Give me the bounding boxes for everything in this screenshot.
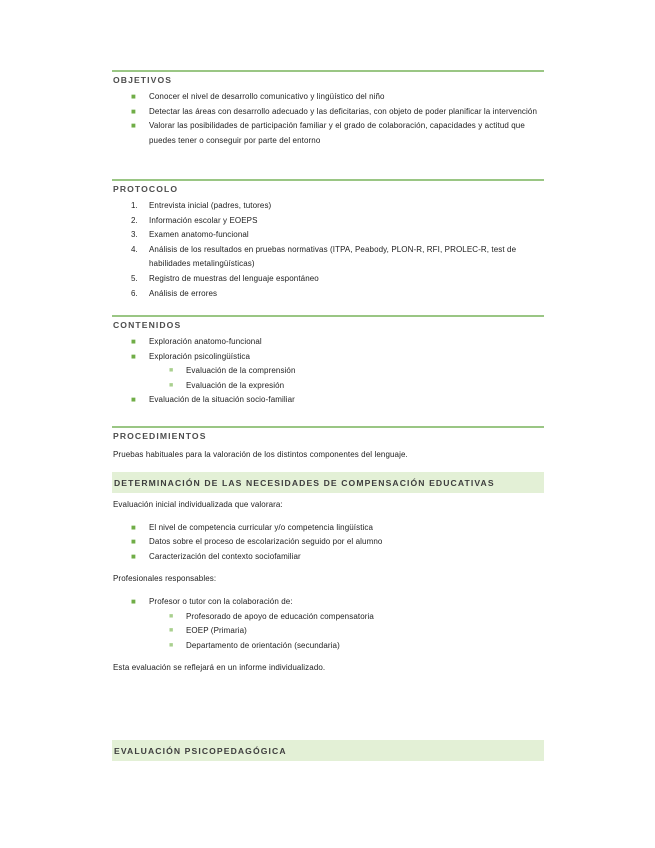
list-item: ■ Valorar las posibilidades de participación familiar y el grado de colaboración, capacidades y actitud que puedes tener o conseguir por parte del entorno: [131, 121, 525, 145]
sub-list-item: ■ Departamento de orientación (secundaria): [112, 639, 544, 654]
section-heading: EVALUACIÓN PSICOPEDAGÓGICA: [112, 740, 544, 761]
section-evaluacion: [112, 740, 544, 761]
bullet-icon: ■: [131, 596, 136, 606]
sub-bullet-icon: ■: [169, 381, 174, 389]
list-item: ■ Evaluación de la situación socio-familiar: [112, 393, 544, 408]
list-item: ■ Caracterización del contexto sociofamiliar: [112, 550, 544, 565]
sub-list-item: ■ Profesorado de apoyo de educación compensatoria: [112, 610, 544, 625]
section-heading: OBJETIVOS: [112, 70, 544, 88]
bullet-icon: ■: [131, 121, 136, 131]
section-objetivos: [112, 70, 544, 148]
determinacion-intro: Evaluación inicial individualizada que valorara:: [113, 500, 283, 509]
sub-bullet-icon: ■: [169, 641, 174, 649]
responsables-label: Profesionales responsables:: [113, 574, 217, 584]
list-item: 4. Análisis de los resultados en pruebas normativas (ITPA, Peabody, PLON-R, RFI, PROLEC-R, test de habilidades metalingüísticas): [131, 244, 517, 269]
bullet-icon: ■: [131, 92, 136, 101]
list-item: 6. Análisis de errores: [131, 288, 218, 298]
bullet-icon: ■: [131, 337, 136, 346]
section-determinacion: [112, 472, 544, 676]
list-item: 1. Entrevista inicial (padres, tutores): [131, 201, 272, 210]
responsables-list: [112, 595, 544, 653]
list-item: ■ Detectar las áreas con desarrollo adecuado y las deficitarias, con objeto de poder planificar la intervención: [112, 105, 544, 120]
list-item: ■ Conocer el nivel de desarrollo comunicativo y lingüístico del niño: [112, 90, 544, 105]
section-heading: CONTENIDOS: [112, 315, 544, 333]
list-item: ■ Profesor o tutor con la colaboración de:: [112, 595, 544, 610]
contenidos-list: [112, 335, 544, 408]
sub-list-item: ■ Evaluación de la expresión: [112, 379, 544, 394]
determinacion-list: [112, 521, 544, 565]
bullet-icon: ■: [131, 537, 136, 547]
section-heading: PROTOCOLO: [112, 179, 544, 197]
list-item: ■ Datos sobre el proceso de escolarización seguido por el alumno: [112, 535, 544, 550]
bullet-icon: ■: [131, 395, 136, 405]
procedimientos-text: Pruebas habituales para la valoración de los distintos componentes del lenguaje.: [113, 450, 408, 459]
list-item: 3. Examen anatomo-funcional: [131, 230, 249, 240]
bullet-icon: ■: [131, 522, 136, 532]
determinacion-closing: Esta evaluación se reflejará en un informe individualizado.: [113, 663, 326, 673]
sub-list-item: ■ EOEP (Primaria): [112, 624, 544, 639]
list-item: 2. Información escolar y EOEPS: [131, 215, 258, 225]
sub-bullet-icon: ■: [169, 627, 174, 635]
section-heading: DETERMINACIÓN DE LAS NECESIDADES DE COMPENSACIÓN EDUCATIVAS: [112, 472, 544, 493]
section-protocolo: [112, 179, 544, 301]
list-item: ■ El nivel de competencia curricular y/o competencia lingüística: [112, 521, 544, 536]
bullet-icon: ■: [131, 351, 136, 361]
sub-list-item: ■ Evaluación de la comprensión: [112, 364, 544, 379]
section-contenidos: [112, 315, 544, 408]
sub-bullet-icon: ■: [169, 612, 174, 620]
objetivos-list: [112, 90, 544, 148]
list-item: 5. Registro de muestras del lenguaje espontáneo: [131, 273, 319, 283]
list-item: ■ Exploración psicolingüística: [112, 350, 544, 365]
section-heading: PROCEDIMIENTOS: [112, 426, 544, 444]
section-procedimientos: [112, 426, 544, 463]
sub-bullet-icon: ■: [169, 367, 174, 375]
list-item: ■ Exploración anatomo-funcional: [112, 335, 544, 350]
protocolo-list: [112, 199, 544, 301]
bullet-icon: ■: [131, 106, 136, 116]
bullet-icon: ■: [131, 551, 136, 561]
